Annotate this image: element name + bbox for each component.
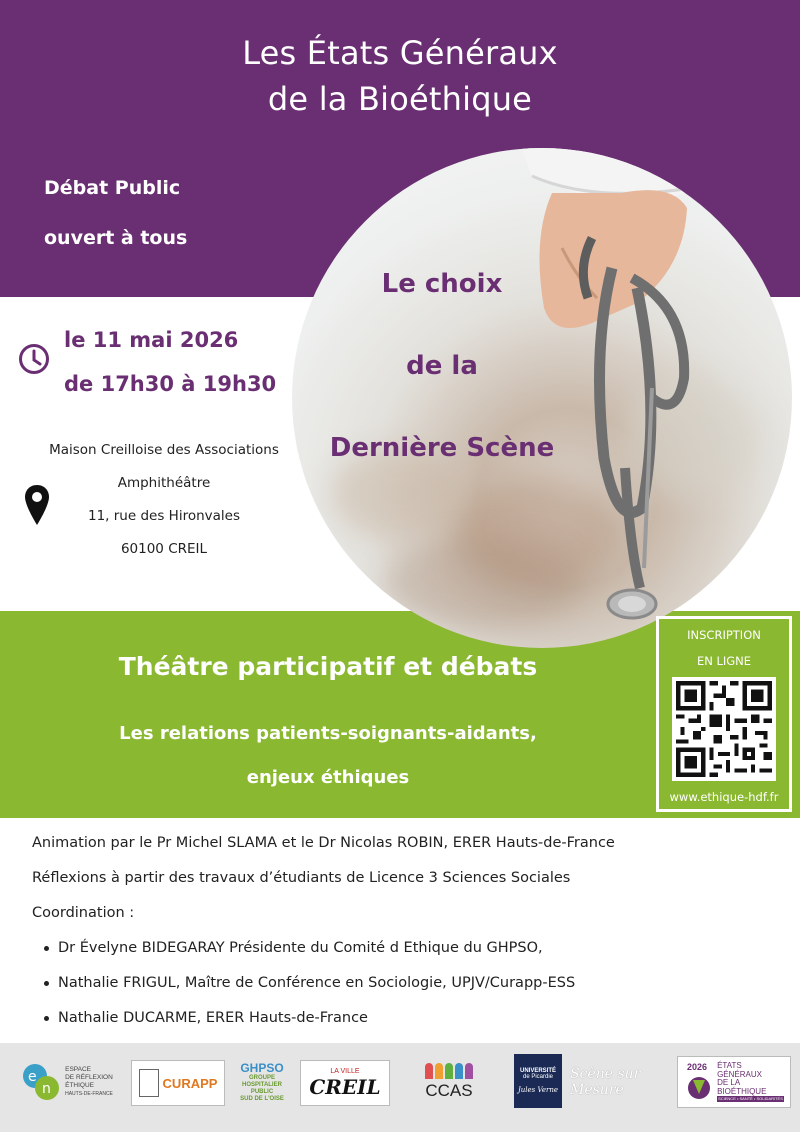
stethoscope-photo: [292, 148, 792, 648]
svg-text:e: e: [28, 1069, 37, 1085]
ghpso-title: GHPSO: [240, 1061, 284, 1075]
erer-line-3: ÉTHIQUE: [65, 1082, 95, 1089]
registration-label-2: EN LIGNE: [696, 654, 752, 668]
erer-line-1: ESPACE: [65, 1066, 91, 1073]
theme-line-3: Dernière Scène: [329, 433, 555, 463]
event-theme: [292, 243, 592, 489]
venue-street: 11, rue des Hironvales: [88, 508, 240, 524]
coordinators-list: [44, 931, 782, 1036]
egb-line-3: DE LA: [717, 1078, 741, 1087]
animation-text: Animation par le Pr Michel SLAMA et le Dr Nicolas ROBIN, ERER Hauts-de-France: [32, 835, 615, 851]
upjv-line-2: de Picardie: [522, 1074, 554, 1080]
creil-logo: [300, 1060, 390, 1106]
curapp-label: CURAPP: [162, 1075, 218, 1091]
debate-line-1: Débat Public: [44, 177, 181, 199]
title-line-1: Les États Généraux: [242, 34, 558, 72]
erer-line-2: DE RÉFLEXION: [65, 1074, 113, 1081]
ccas-people-icon: [425, 1063, 473, 1079]
ccas-label: CCAS: [425, 1081, 473, 1100]
program-title: Théâtre participatif et débats: [118, 652, 538, 681]
ccas-logo: [410, 1057, 488, 1107]
erer-logo-icon: [21, 1060, 61, 1104]
venue-name: Maison Creilloise des Associations: [49, 442, 279, 458]
program-subtitle-line-2: enjeux éthiques: [246, 767, 410, 788]
egb-line-4: BIOÉTHIQUE: [717, 1086, 767, 1096]
page-title: [0, 30, 800, 122]
egb-logo: [677, 1056, 791, 1108]
ghpso-line-2: HOSPITALIER: [242, 1082, 282, 1088]
program-subtitle-line-1: Les relations patients-soignants-aidants,: [119, 723, 537, 744]
erer-line-4: HAUTS-DE-FRANCE: [65, 1091, 113, 1097]
event-date: le 11 mai 2026: [64, 328, 239, 352]
list-item: Nathalie FRIGUL, Maître de Conférence en Sociologie, UPJV/Curapp-ESS: [44, 966, 782, 1001]
clock-icon: [18, 343, 50, 375]
theme-line-2: de la: [406, 351, 478, 381]
creil-top: LA VILLE: [330, 1067, 360, 1075]
curapp-logo: [131, 1060, 225, 1106]
event-details: [32, 826, 782, 1036]
svg-text:n: n: [42, 1081, 51, 1097]
venue-city: 60100 CREIL: [120, 541, 208, 557]
public-debate-label: [44, 163, 187, 263]
ghpso-line-1: GROUPE: [248, 1075, 275, 1081]
list-item: Dr Évelyne BIDEGARAY Présidente du Comité d Ethique du GHPSO,: [44, 931, 782, 966]
scene-label: Scène sur Mesure: [570, 1066, 641, 1098]
upjv-line-3: Jules Verne: [517, 1086, 559, 1094]
theme-line-1: Le choix: [381, 269, 503, 299]
reflexions-text: Réflexions à partir des travaux d’étudiants de Licence 3 Sciences Sociales: [32, 870, 571, 886]
qr-code-icon[interactable]: [672, 677, 776, 781]
erer-logo: [12, 1057, 122, 1107]
event-address: [36, 434, 292, 566]
egb-year: 2026: [687, 1062, 708, 1072]
program-subtitle: [0, 712, 656, 800]
egb-logo-icon: [684, 1060, 714, 1104]
upjv-line-1: UNIVERSITÉ: [519, 1068, 556, 1074]
scene-sur-mesure-logo: [570, 1057, 660, 1107]
list-item: Nathalie DUCARME, ERER Hauts-de-France: [44, 1001, 782, 1036]
coordination-label: Coordination :: [32, 905, 135, 921]
egb-tagline: SCIENCE • SANTÉ • SOLIDARITÉS: [718, 1096, 783, 1101]
egb-line-2: GÉNÉRAUX: [717, 1069, 762, 1079]
event-datetime: [64, 318, 276, 406]
title-line-2: de la Bioéthique: [267, 80, 533, 118]
ghpso-line-4: SUD DE L'OISE: [240, 1096, 284, 1102]
upjv-logo: [514, 1054, 562, 1108]
registration-label-1: INSCRIPTION: [687, 628, 761, 642]
registration-url[interactable]: www.ethique-hdf.fr: [669, 790, 779, 804]
debate-line-2: ouvert à tous: [44, 227, 188, 249]
registration-box[interactable]: [656, 616, 792, 812]
ghpso-line-3: PUBLIC: [250, 1089, 274, 1095]
ghpso-logo: [232, 1057, 292, 1107]
venue-room: Amphithéâtre: [117, 475, 211, 491]
event-time: de 17h30 à 19h30: [64, 372, 277, 396]
creil-name: CREIL: [309, 1074, 381, 1099]
egb-line-1: ÉTATS: [717, 1061, 742, 1070]
